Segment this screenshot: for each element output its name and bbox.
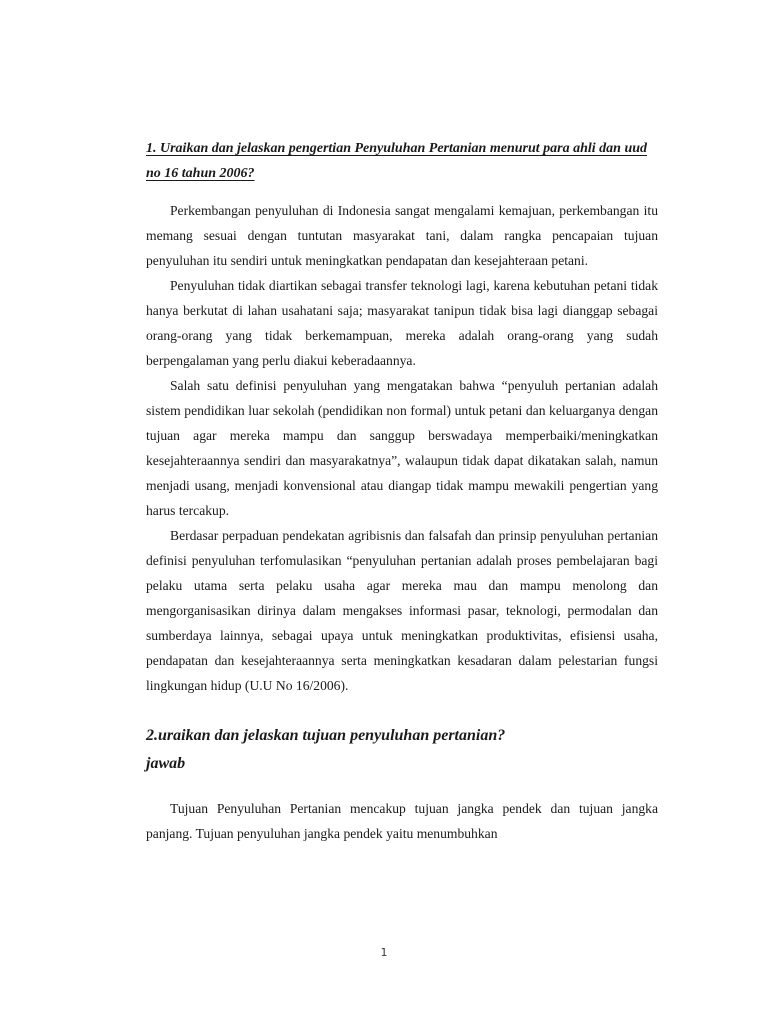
question-1-heading: 1. Uraikan dan jelaskan pengertian Penyuluhan Pertanian menurut para ahli dan uud no 16 tahun 2006? (146, 141, 648, 181)
page-number: 1 (380, 946, 388, 959)
answer-label: jawab (146, 755, 186, 772)
paragraph-1: Perkembangan penyuluhan di Indonesia sangat mengalami kemajuan, perkembangan itu memang sesuai dengan tuntutan masyarakat tani, dalam rangka pencapaian tujuan penyuluhan itu sendiri untuk meningkatkan pendapatan dan kesejahteraan petani. (146, 203, 658, 268)
page-content (146, 136, 658, 846)
question-2-heading: 2.uraikan dan jelaskan tujuan penyuluhan pertanian? (146, 727, 506, 744)
paragraph-5: Tujuan Penyuluhan Pertanian mencakup tujuan jangka pendek dan tujuan jangka panjang. Tujuan penyuluhan jangka pendek yaitu menumbuhkan (146, 801, 658, 841)
paragraph-3: Salah satu definisi penyuluhan yang mengatakan bahwa “penyuluh pertanian adalah sistem pendidikan luar sekolah (pendidikan non formal) untuk petani dan keluarganya dengan tujuan agar mereka mampu dan sanggup berswadaya memperbaiki/meningkatkan kesejahteraannya sendiri dan masyarakatnya”, walaupun tidak dapat dikatakan salah, namun menjadi usang, menjadi konvensional atau diangap tidak mampu mewakili pengertian yang harus tercakup. (146, 378, 658, 518)
paragraph-4: Berdasar perpaduan pendekatan agribisnis dan falsafah dan prinsip penyuluhan pertanian definisi penyuluhan terfomulasikan “penyuluhan pertanian adalah proses pembelajaran bagi pelaku utama serta pelaku usaha agar mereka mau dan mampu menolong dan mengorganisasikan dirinya dalam mengakses informasi pasar, teknologi, permodalan dan sumberdaya lainnya, sebagai upaya untuk meningkatkan produktivitas, efisiensi usaha, pendapatan dan kesejahteraannya serta meningkatkan kesadaran dalam pelestarian fungsi lingkungan hidup (U.U No 16/2006). (146, 528, 658, 693)
paragraph-2: Penyuluhan tidak diartikan sebagai transfer teknologi lagi, karena kebutuhan petani tidak hanya berkutat di lahan usahatani saja; masyarakat tanipun tidak bisa lagi dianggap sebagai orang-orang yang tidak berkemampuan, mereka adalah orang-orang yang sudah berpengalaman yang perlu diakui keberadaannya. (146, 278, 658, 368)
